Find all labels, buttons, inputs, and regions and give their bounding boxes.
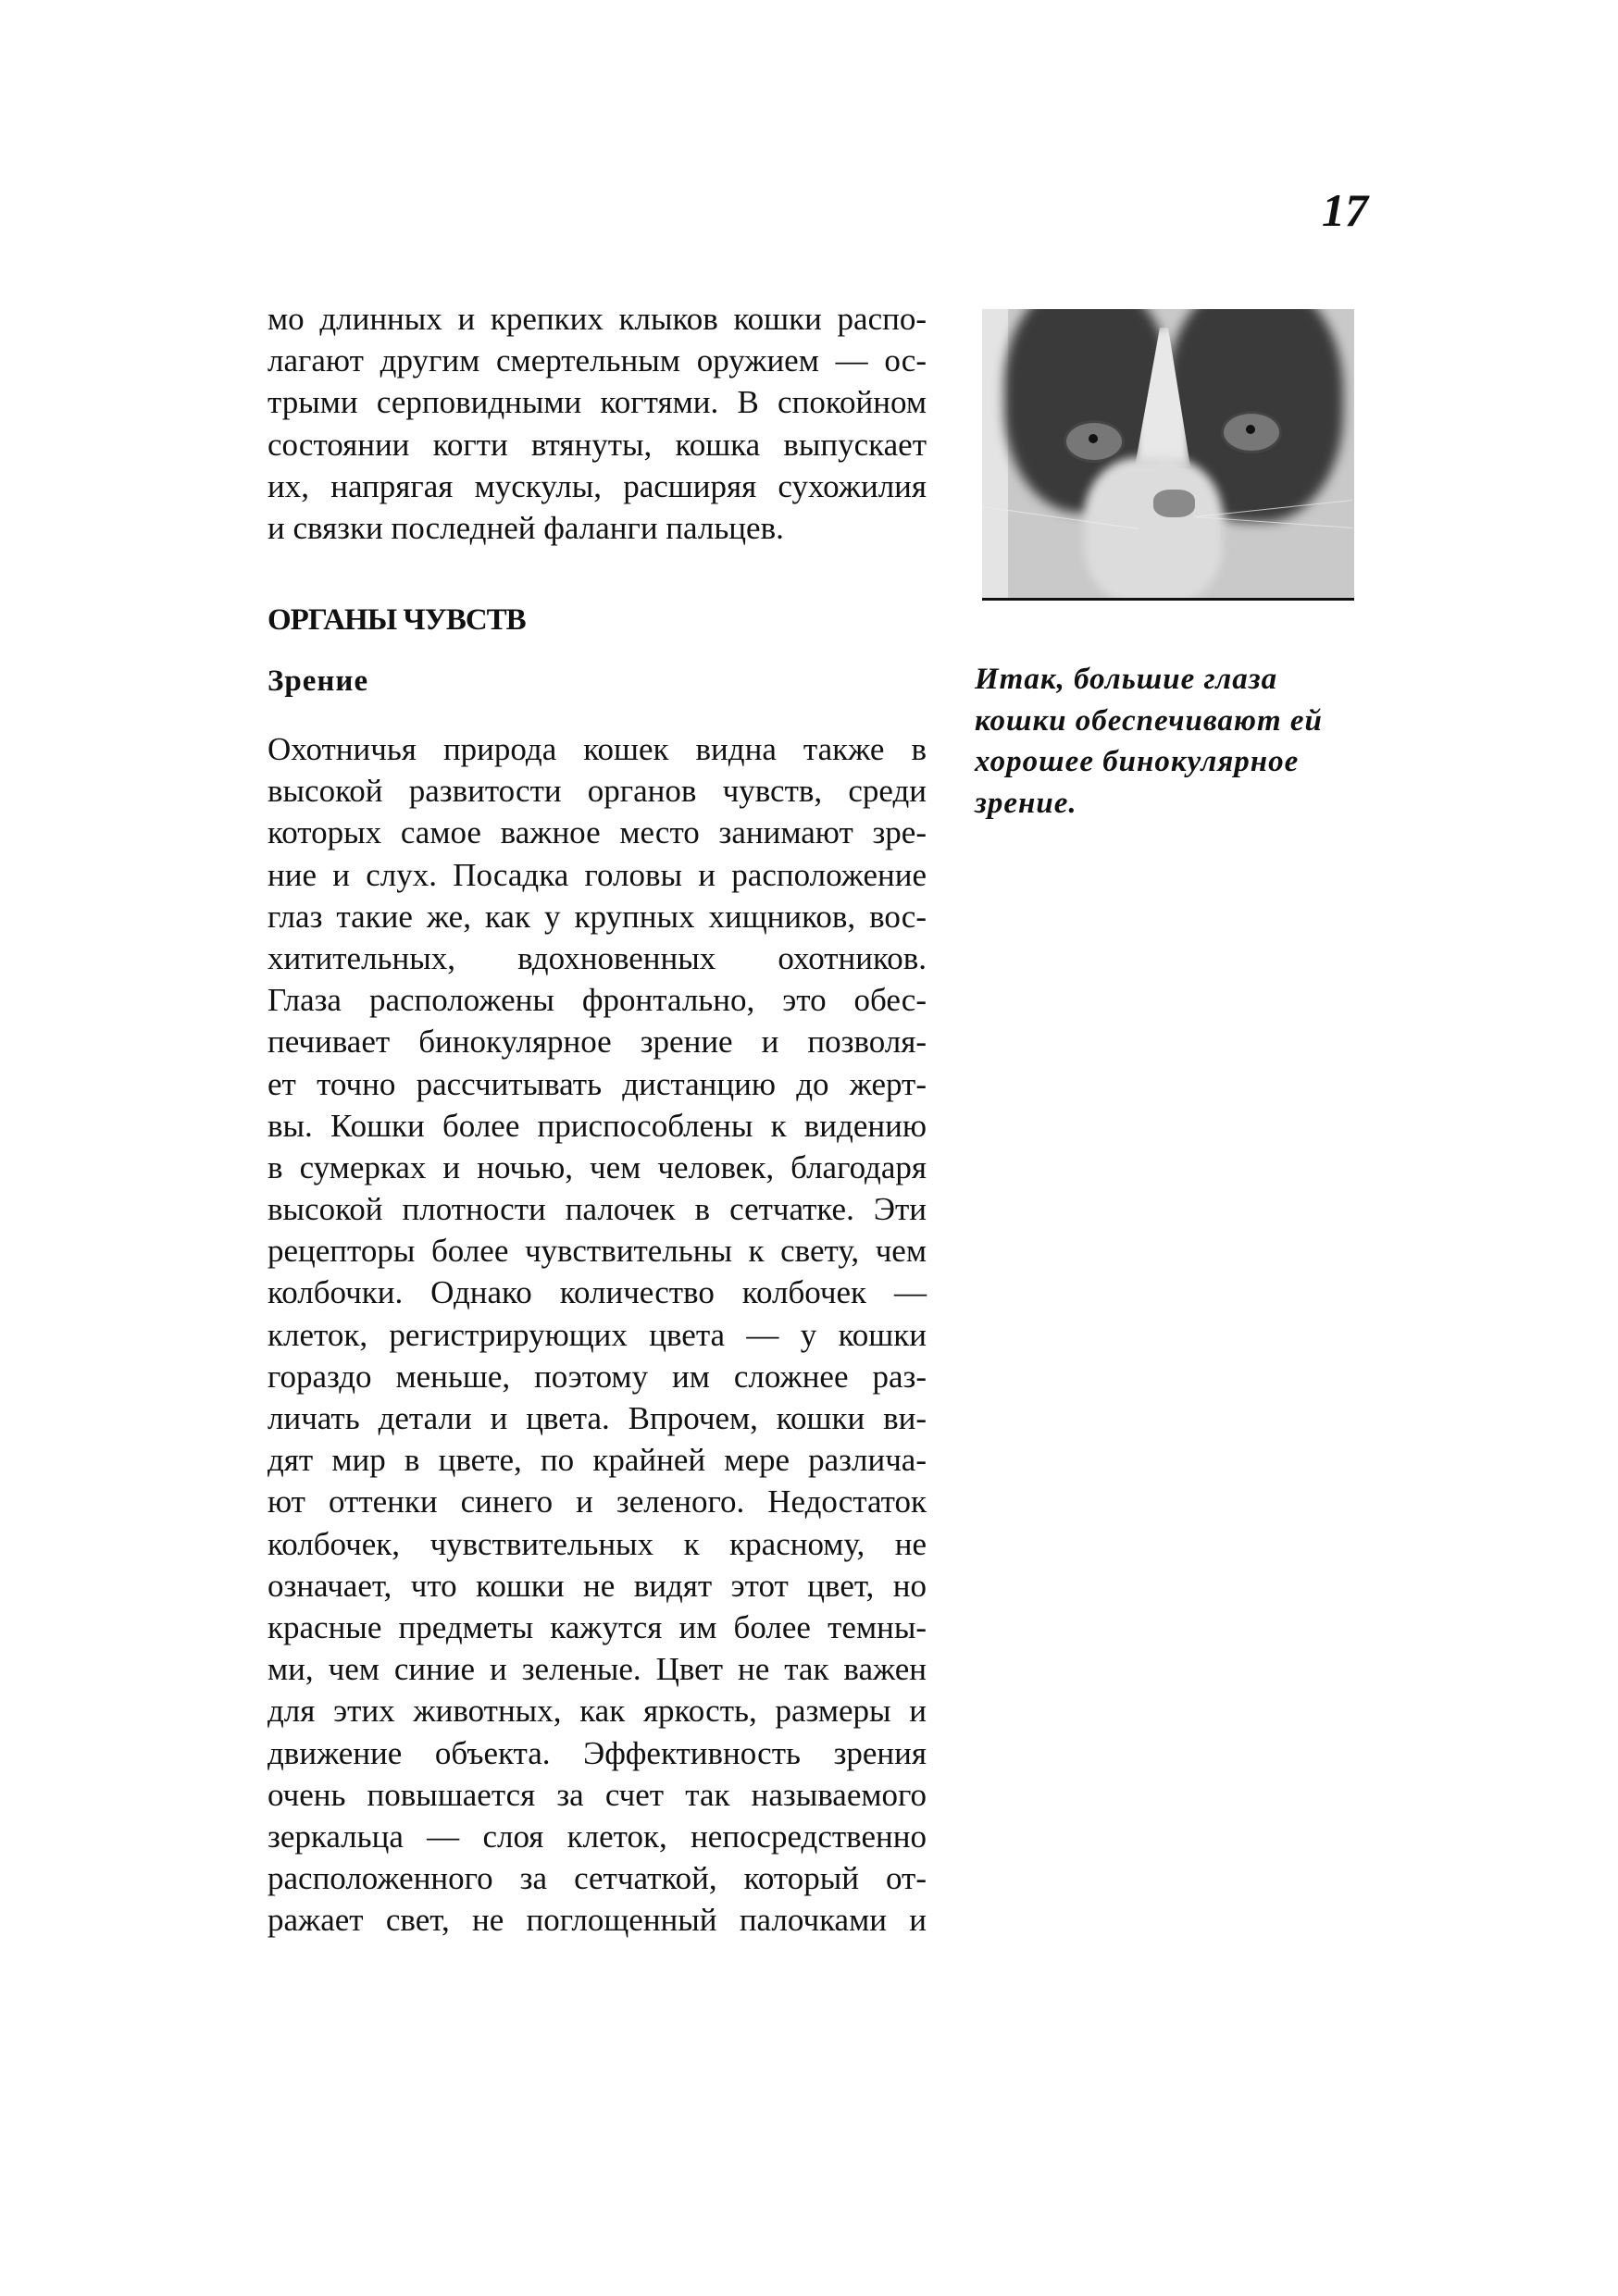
text-line: ют оттенки синего и зеленого. Недостаток (268, 1483, 927, 1520)
text-line: зрение. (975, 786, 1077, 820)
body-paragraph (268, 728, 927, 1941)
text-line: ние и слух. Посадка головы и расположение (268, 856, 927, 893)
text-line: хитительных, вдохновенных охотников. (268, 939, 927, 976)
text-line: печивает бинокулярное зрение и позволя- (268, 1024, 927, 1061)
text-line: их, напрягая мускулы, расширяя сухожилия (268, 467, 927, 504)
text-line: клеток, регистрирующих цвета — у кошки (268, 1316, 927, 1353)
right-eye (1221, 411, 1282, 453)
section-heading: ОРГАНЫ ЧУВСТВ (268, 603, 526, 637)
text-line: состоянии когти втянуты, кошка выпускает (268, 426, 927, 463)
text-line: для этих животных, как яркость, размеры и (268, 1693, 927, 1730)
text-line: колбочки. Однако количество колбочек — (268, 1274, 927, 1311)
text-line: личать детали и цвета. Впрочем, кошки ви- (268, 1400, 927, 1436)
intro-paragraph (268, 298, 927, 549)
text-line: Охотничья природа кошек видна также в (268, 731, 927, 767)
subsection-heading: Зрение (268, 664, 369, 698)
text-line: в сумерках и ночью, чем человек, благодаря (268, 1148, 927, 1185)
text-line: которых самое важное место занимают зре- (268, 814, 927, 851)
text-line: ет точно рассчитывать дистанцию до жерт- (268, 1065, 927, 1102)
text-line: глаз такие же, как у крупных хищников, вос- (268, 898, 927, 935)
text-line: Глаза расположены фронтально, это обес- (268, 982, 927, 1019)
text-line: трыми серповидными когтями. В спокойном (268, 384, 927, 421)
text-line: и связки последней фаланги пальцев. (268, 509, 784, 546)
text-line: гораздо меньше, поэтому им сложнее раз- (268, 1358, 927, 1395)
text-line: зеркальца — слоя клеток, непосредственно (268, 1818, 927, 1855)
text-line: мо длинных и крепких клыков кошки распо- (268, 301, 927, 337)
text-line: Итак, большие глаза (975, 663, 1278, 696)
cat-face-photo (982, 309, 1354, 601)
text-line: ми, чем синие и зеленые. Цвет не так важен (268, 1651, 927, 1688)
text-line: красные предметы кажутся им более темны- (268, 1608, 927, 1645)
text-line: рецепторы более чувствительны к свету, чем (268, 1233, 927, 1270)
text-line: очень повышается за счет так называемого (268, 1776, 927, 1813)
text-line: колбочек, чувствительных к красному, не (268, 1525, 927, 1562)
text-line: вы. Кошки более приспособлены к видению (268, 1107, 927, 1144)
photo-caption (975, 659, 1345, 824)
text-line: кошки обеспечивают ей (975, 703, 1323, 738)
text-line: ражает свет, не поглощенный палочками и (268, 1902, 927, 1939)
text-line: означает, что кошки не видят этот цвет, но (268, 1567, 927, 1604)
text-line: дят мир в цвете, по крайней мере различа- (268, 1442, 927, 1479)
text-line: движение объекта. Эффективность зрения (268, 1734, 927, 1771)
text-line: высокой развитости органов чувств, среди (268, 773, 927, 810)
left-eye (1064, 420, 1125, 463)
text-line: лагают другим смертельным оружием — ос- (268, 342, 927, 379)
text-line: высокой плотности палочек в сетчатке. Эти (268, 1191, 927, 1228)
page-number: 17 (1322, 184, 1368, 236)
text-line: расположенного за сетчаткой, который от- (268, 1860, 927, 1897)
text-line: хорошее бинокулярное (975, 745, 1300, 778)
